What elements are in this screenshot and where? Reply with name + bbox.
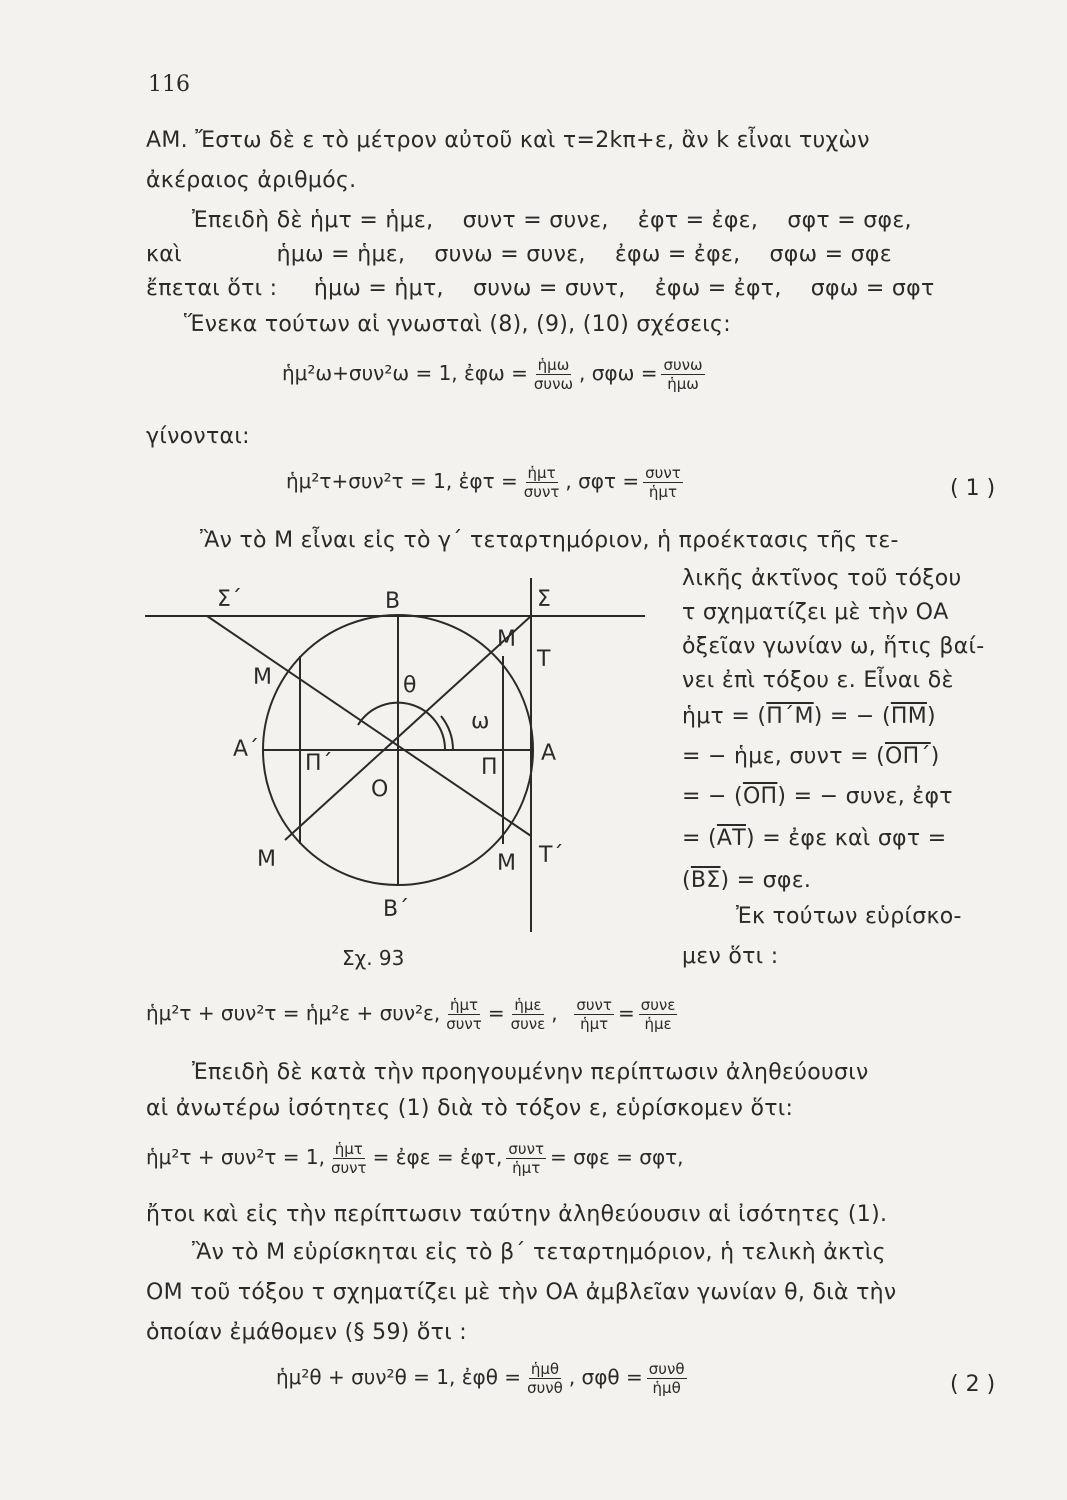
text-line: $(\overline{B\Sigma}) = \sigma\varphi\varepsilon$. — [682, 868, 812, 893]
text-line: γίνονται: — [146, 424, 250, 449]
label: Α΄ — [233, 737, 260, 762]
label: Σ — [537, 587, 551, 612]
equation-2: ἡμ²τ+συν²τ = 1, ἐφτ = $\frac{\text{ἡμτ}}{\text{συντ}}$ , σφτ = $\frac{\text{συντ}}{\text{ἡμτ}}$ — [286, 464, 681, 501]
text-line: Ἕνεκα τούτων αἱ γνωσταὶ (8), (9), (10) σχέσεις: — [184, 312, 731, 337]
label: Μ — [253, 665, 272, 690]
label: Β — [385, 589, 401, 614]
text-line: ὁποίαν ἐμάθομεν (§ 59) ὅτι : — [146, 1320, 467, 1345]
text-line: Ἐπειδὴ δὲ κατὰ τὴν προηγουμένην περίπτωσιν ἀληθεύουσιν — [192, 1060, 869, 1085]
text-line: αἱ ἀνωτέρω ἰσότητες (1) διὰ τὸ τόξον ε, εὑρίσκομεν ὅτι: — [146, 1096, 794, 1121]
label: Μ — [257, 847, 276, 872]
label: Μ — [497, 851, 516, 876]
text-line: ὀξεῖαν γωνίαν ω, ἥτις βαί- — [682, 634, 985, 659]
text-line: ΑΜ. Ἔστω δὲ ε τὸ μέτρον αὐτοῦ καὶ τ=2kπ+ε, ἂν k εἶναι τυχὼν — [146, 128, 870, 153]
label: Α — [541, 741, 557, 766]
text-line: τ σχηματίζει μὲ τὴν ΟΑ — [682, 600, 949, 625]
text-line: Ἂν τὸ Μ εὑρίσκηται εἰς τὸ β΄ τεταρτημόριον, ἡ τελικὴ ἀκτὶς — [192, 1240, 886, 1265]
text-line: ΟΜ τοῦ τόξου τ σχηματίζει μὲ τὴν ΟΑ ἀμβλεῖαν γωνίαν θ, διὰ τὴν — [146, 1280, 897, 1305]
text-line: Ἂν τὸ Μ εἶναι εἰς τὸ γ΄ τεταρτημόριον, ἡ προέκτασις τῆς τε- — [200, 528, 899, 553]
text-line: ἔπεται ὅτι : ἡμω = ἡμτ, συνω = συντ, ἐφω = ἐφτ, σφω = σφτ — [146, 276, 935, 301]
figure-93-unit-circle — [145, 570, 665, 940]
page-number: 116 — [148, 72, 190, 97]
text-line: ἀκέραιος ἀριθμός. — [146, 168, 357, 193]
text-line: Ἐκ τούτων εὑρίσκο- — [736, 904, 962, 929]
text-line: ἡμτ = $(\overline{\Pi΄M})$ = − $(\overline{\Pi M})$ — [682, 704, 936, 729]
line-through-s — [285, 616, 531, 840]
equation-5: ἡμ²θ + συν²θ = 1, ἐφθ = $\frac{\text{ἡμθ}}{\text{συνθ}}$ , σφθ = $\frac{\text{συνθ}}{\text{ἡμθ}}$ — [276, 1360, 685, 1397]
label: Σ΄ — [217, 587, 242, 612]
text-line: = $(\overline{AT})$ = ἐφε καὶ σφτ = — [682, 826, 947, 851]
equation-1: ἡμ²ω+συν²ω = 1, ἐφω = $\frac{\text{ἡμω}}{\text{συνω}}$ , σφω = $\frac{\text{συνω}}{\text{ἡμω}}$ — [282, 356, 703, 393]
figure-caption: Σχ. 93 — [342, 946, 405, 970]
text-line: λικῆς ἀκτῖνος τοῦ τόξου — [682, 566, 962, 591]
label: Β΄ — [383, 897, 410, 922]
text-line: νει ἐπὶ τόξου ε. Εἶναι δὲ — [682, 668, 954, 693]
equation-3: ἡμ²τ + συν²τ = ἡμ²ε + συν²ε, $\frac{\text{ἡμτ}}{\text{συντ}}$ = $\frac{\text{ἡμε}}{\text{συνε}}$ , $\frac{\text{συντ}}{\text{ἡμτ}}$ = $\frac{\text{συνε}}{\text{ἡμε}}$ — [146, 996, 676, 1033]
label: Π΄ — [305, 751, 333, 776]
label: ω — [471, 709, 490, 734]
label: Π — [481, 755, 498, 780]
text-line: = − $(\overline{O\Pi})$ = − συνε, ἐφτ — [682, 784, 953, 809]
text-line: Ἐπειδὴ δὲ ἡμτ = ἡμε, συντ = συνε, ἐφτ = ἐφε, σφτ = σφε, — [192, 208, 912, 233]
text-line: μεν ὅτι : — [682, 944, 779, 969]
label: Ο — [371, 777, 389, 802]
text-line: = − ἡμε, $\sigma\upsilon\nu\tau = (\overline{O\Pi΄})$ — [682, 744, 940, 769]
label: Τ — [537, 647, 551, 672]
equation-number: ( 2 ) — [950, 1372, 996, 1397]
text-line: καὶ ἡμω = ἡμε, συνω = συνε, ἐφω = ἐφε, σφω = σφε — [146, 242, 892, 267]
equation-number: ( 1 ) — [950, 476, 996, 501]
label: Μ — [497, 627, 516, 652]
text-line: ἤτοι καὶ εἰς τὴν περίπτωσιν ταύτην ἀληθεύουσιν αἱ ἰσότητες (1). — [146, 1202, 888, 1227]
label: θ — [403, 673, 417, 698]
equation-4: ἡμ²τ + συν²τ = 1, $\frac{\text{ἡμτ}}{\text{συντ}}$ = ἐφε = ἐφτ, $\frac{\text{συντ}}{\text{ἡμτ}}$ = σφε = σφτ, — [146, 1140, 684, 1177]
label: Τ΄ — [539, 843, 564, 868]
